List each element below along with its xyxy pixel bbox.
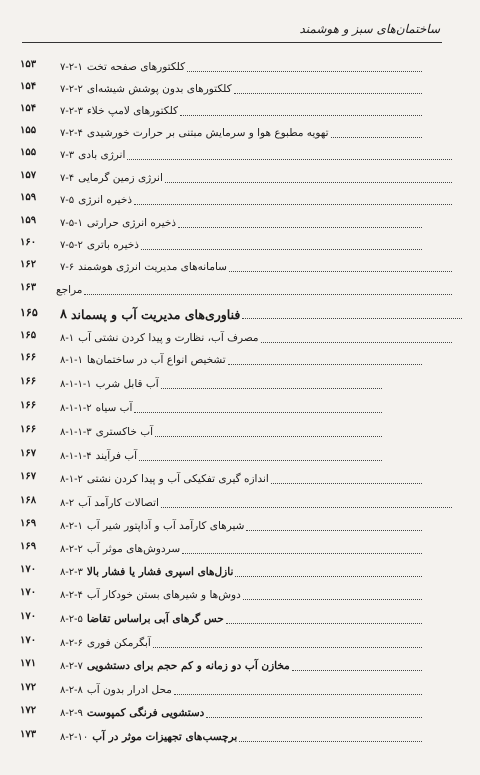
toc-dot-leader [153, 647, 422, 648]
toc-section-title: کلکتورهای لامپ خلاء [83, 105, 178, 117]
toc-section-title: اندازه گیری تفکیکی آب و پیدا کردن نشتی [83, 473, 269, 485]
toc-dot-leader [242, 318, 462, 319]
toc-section-title: سردوش‌های موثر آب [83, 543, 180, 555]
toc-page-number: ۱۵۹ [20, 192, 37, 203]
toc-section-number: ۷-۳ [60, 149, 75, 161]
toc-page-number: ۱۶۸ [20, 495, 37, 506]
toc-row[interactable] [0, 608, 480, 630]
toc-section-number: ۸ [60, 306, 67, 322]
toc-section-number: ۸-۲-۹ [60, 707, 83, 719]
toc-section-number: ۸-۲-۲ [60, 543, 83, 555]
toc-row[interactable] [0, 397, 480, 419]
toc-page-number: ۱۵۷ [20, 170, 37, 181]
toc-section-title: انرژی بادی [74, 149, 125, 161]
toc-entry [52, 78, 422, 100]
toc-section-number: ۸-۱-۱-۲ [60, 402, 92, 414]
toc-row[interactable] [0, 679, 480, 701]
toc-page-number: ۱۶۷ [20, 471, 37, 482]
toc-section-title: دستشویی فرنگی کمپوست [83, 707, 204, 719]
toc-section-title: ذخیره باتری [83, 239, 139, 251]
toc-section-title: انرژی زمین گرمایی [74, 172, 163, 184]
toc-section-title: حس گرهای آبی براساس تقاضا [83, 613, 224, 625]
toc-section-title: تهویه مطبوع هوا و سرمایش مبتنی بر حرارت خورشیدی [83, 127, 329, 139]
toc-section-number: ۸-۱-۲ [60, 473, 83, 485]
toc-entry [52, 212, 422, 234]
toc-page-number: ۱۶۲ [20, 259, 37, 270]
toc-dot-leader [134, 412, 382, 413]
toc-section-title: مخازن آب دو زمانه و کم حجم برای دستشویی [83, 660, 290, 672]
toc-dot-leader [180, 115, 422, 116]
toc-section-number: ۷-۲-۲ [60, 83, 83, 95]
toc-section-title: سامانه‌های مدیریت انرژی هوشمند [74, 261, 227, 273]
toc-section-title: محل ادرار بدون آب [83, 684, 172, 696]
toc-section-number: ۸-۲-۴ [60, 589, 83, 601]
toc-page-number: ۱۶۷ [20, 448, 37, 459]
toc-page-number: ۱۷۳ [20, 729, 37, 740]
toc-page-number: ۱۷۰ [20, 635, 37, 646]
toc-dot-leader [174, 694, 422, 695]
toc-page-number: ۱۶۹ [20, 518, 37, 529]
toc-page-number: ۱۶۶ [20, 400, 37, 411]
toc-section-title: شیرهای کارآمد آب و آداپتور شیر آب [83, 520, 245, 532]
toc-section-title: اتصالات کارآمد آب [74, 497, 159, 509]
toc-entry [52, 234, 422, 256]
toc-page-number: ۱۶۵ [20, 330, 37, 341]
toc-page-number: ۱۵۴ [20, 103, 37, 114]
toc-entry [52, 100, 422, 122]
toc-section-number: ۸-۱-۱-۴ [60, 450, 92, 462]
toc-entry [52, 561, 422, 583]
toc-entry [52, 679, 422, 701]
toc-row[interactable] [0, 279, 480, 301]
running-header-title: ساختمان‌های سبز و هوشمند [299, 22, 440, 36]
toc-row[interactable] [0, 702, 480, 724]
toc-dot-leader [161, 388, 382, 389]
toc-dot-leader [331, 137, 422, 138]
toc-dot-leader [261, 342, 452, 343]
toc-entry [52, 702, 422, 724]
toc-dot-leader [187, 71, 422, 72]
toc-row[interactable] [0, 726, 480, 748]
toc-entry [52, 189, 452, 211]
toc-entry [52, 279, 452, 301]
toc-entry [52, 56, 422, 78]
toc-row[interactable] [0, 584, 480, 606]
toc-section-title: ذخیره انرژی حرارتی [83, 217, 176, 229]
toc-row[interactable] [0, 655, 480, 677]
toc-section-number: ۷-۲-۱ [60, 61, 83, 73]
toc-section-title: ذخیره انرژی [74, 194, 132, 206]
toc-entry [52, 515, 422, 537]
toc-entry [52, 397, 382, 419]
toc-entry [52, 584, 422, 606]
toc-dot-leader [84, 294, 452, 295]
toc-entry [52, 303, 462, 325]
toc-section-title: دوش‌ها و شیرهای بستن خودکار آب [83, 589, 241, 601]
toc-section-title: کلکتورهای صفحه تخت [83, 61, 185, 73]
toc-section-title: کلکتورهای بدون پوشش شیشه‌ای [83, 83, 232, 95]
toc-entry [52, 655, 422, 677]
toc-section-title: آب قابل شرب [92, 378, 159, 390]
toc-entry [52, 256, 452, 278]
toc-page-number: ۱۷۰ [20, 587, 37, 598]
toc-row[interactable] [0, 144, 480, 166]
toc-row[interactable] [0, 56, 480, 78]
toc-section-number: ۷-۴ [60, 172, 75, 184]
page-header [0, 0, 480, 48]
toc-row[interactable] [0, 234, 480, 256]
toc-dot-leader [161, 507, 452, 508]
toc-row[interactable] [0, 538, 480, 560]
toc-section-title: فناوری‌های مدیریت آب و پسماند [67, 307, 240, 322]
toc-dot-leader [228, 364, 422, 365]
toc-row[interactable] [0, 492, 480, 514]
toc-section-number: ۷-۶ [60, 261, 75, 273]
toc-section-title: مصرف آب، نظارت و پیدا کردن نشتی آب [74, 332, 258, 344]
toc-section-title: آبگرمکن فوری [83, 637, 151, 649]
toc-dot-leader [178, 227, 422, 228]
toc-dot-leader [271, 483, 422, 484]
toc-section-number: ۸-۱-۱-۳ [60, 426, 92, 438]
toc-entry [52, 327, 452, 349]
toc-dot-leader [141, 249, 422, 250]
toc-entry [52, 468, 422, 490]
toc-dot-leader [243, 599, 422, 600]
toc-page-number: ۱۶۶ [20, 352, 37, 363]
toc-section-title: برچسب‌های تجهیزات موثر در آب [88, 731, 237, 743]
toc-page-number: ۱۷۲ [20, 682, 37, 693]
toc-page-number: ۱۷۰ [20, 611, 37, 622]
toc-section-number: ۸-۲-۳ [60, 566, 83, 578]
toc-dot-leader [155, 436, 382, 437]
toc-row[interactable] [0, 421, 480, 443]
toc-row[interactable] [0, 167, 480, 189]
toc-page-number: ۱۶۵ [20, 306, 38, 319]
toc-section-number: ۸-۲-۷ [60, 660, 83, 672]
toc-entry [52, 492, 452, 514]
toc-dot-leader [229, 271, 452, 272]
toc-row[interactable] [0, 327, 480, 349]
toc-section-title: آب سیاه [92, 402, 133, 414]
toc-section-number: ۸-۲-۱ [60, 520, 83, 532]
toc-page-number: ۱۶۰ [20, 237, 37, 248]
toc-section-title: مراجع [52, 284, 82, 296]
toc-section-number: ۷-۵-۲ [60, 239, 83, 251]
toc-row[interactable] [0, 78, 480, 100]
toc-row[interactable] [0, 373, 480, 395]
toc-section-number: ۸-۲-۵ [60, 613, 83, 625]
toc-dot-leader [239, 741, 422, 742]
toc-dot-leader [246, 530, 422, 531]
toc-page-number: ۱۵۵ [20, 147, 37, 158]
toc-row[interactable] [0, 189, 480, 211]
toc-page-number: ۱۵۵ [20, 125, 37, 136]
toc-section-number: ۸-۲-۸ [60, 684, 83, 696]
toc-row[interactable] [0, 515, 480, 537]
toc-page-number: ۱۵۹ [20, 215, 37, 226]
toc-section-number: ۸-۱-۱-۱ [60, 378, 92, 390]
toc-dot-leader [226, 623, 422, 624]
toc-page-number: ۱۷۰ [20, 564, 37, 575]
header-rule [22, 42, 442, 43]
toc-section-number: ۸-۱-۱ [60, 354, 83, 366]
toc-section-number: ۸-۲-۱۰ [60, 731, 89, 743]
toc-entry [52, 608, 422, 630]
toc-row[interactable] [0, 256, 480, 278]
toc-section-number: ۸-۱ [60, 332, 75, 344]
toc-section-title: تشخیص انواع آب در ساختمان‌ها [83, 354, 226, 366]
toc-dot-leader [182, 553, 422, 554]
toc-entry [52, 122, 422, 144]
toc-section-number: ۸-۲ [60, 497, 75, 509]
toc-section-title: نازل‌های اسپری فشار یا فشار بالا [83, 566, 234, 578]
toc-row[interactable] [0, 468, 480, 490]
toc-page-number: ۱۷۱ [20, 658, 37, 669]
toc-page-number: ۱۶۶ [20, 376, 37, 387]
toc-row[interactable] [0, 122, 480, 144]
toc-page-number: ۱۶۹ [20, 541, 37, 552]
toc-entry [52, 726, 422, 748]
toc-entry [52, 445, 382, 467]
toc-entry [52, 421, 382, 443]
toc-section-title: آب فرآیند [92, 450, 137, 462]
toc-row[interactable] [0, 445, 480, 467]
toc-row[interactable] [0, 561, 480, 583]
toc-dot-leader [206, 717, 422, 718]
toc-entry [52, 538, 422, 560]
toc-dot-leader [292, 670, 422, 671]
toc-section-number: ۷-۲-۳ [60, 105, 83, 117]
toc-dot-leader [127, 159, 452, 160]
toc-chapter-row[interactable] [0, 303, 480, 325]
toc-section-number: ۷-۵ [60, 194, 75, 206]
toc-row[interactable] [0, 349, 480, 371]
toc-page-number: ۱۵۴ [20, 81, 37, 92]
toc-page-number: ۱۵۳ [20, 59, 37, 70]
toc-section-title: آب خاکستری [92, 426, 153, 438]
toc-page-number: ۱۶۶ [20, 424, 37, 435]
toc-entry [52, 632, 422, 654]
toc-entry [52, 349, 422, 371]
toc-dot-leader [165, 182, 452, 183]
toc-row[interactable] [0, 212, 480, 234]
toc-section-number: ۷-۵-۱ [60, 217, 83, 229]
toc-page-number: ۱۶۳ [20, 282, 37, 293]
toc-row[interactable] [0, 100, 480, 122]
toc-dot-leader [134, 204, 452, 205]
toc-entry [52, 373, 382, 395]
toc-section-number: ۸-۲-۶ [60, 637, 83, 649]
toc-dot-leader [139, 460, 382, 461]
toc-page-number: ۱۷۲ [20, 705, 37, 716]
toc-entry [52, 144, 452, 166]
toc-dot-leader [235, 576, 422, 577]
toc-entry [52, 167, 452, 189]
toc-dot-leader [234, 93, 422, 94]
toc-section-number: ۷-۲-۴ [60, 127, 83, 139]
toc-row[interactable] [0, 632, 480, 654]
